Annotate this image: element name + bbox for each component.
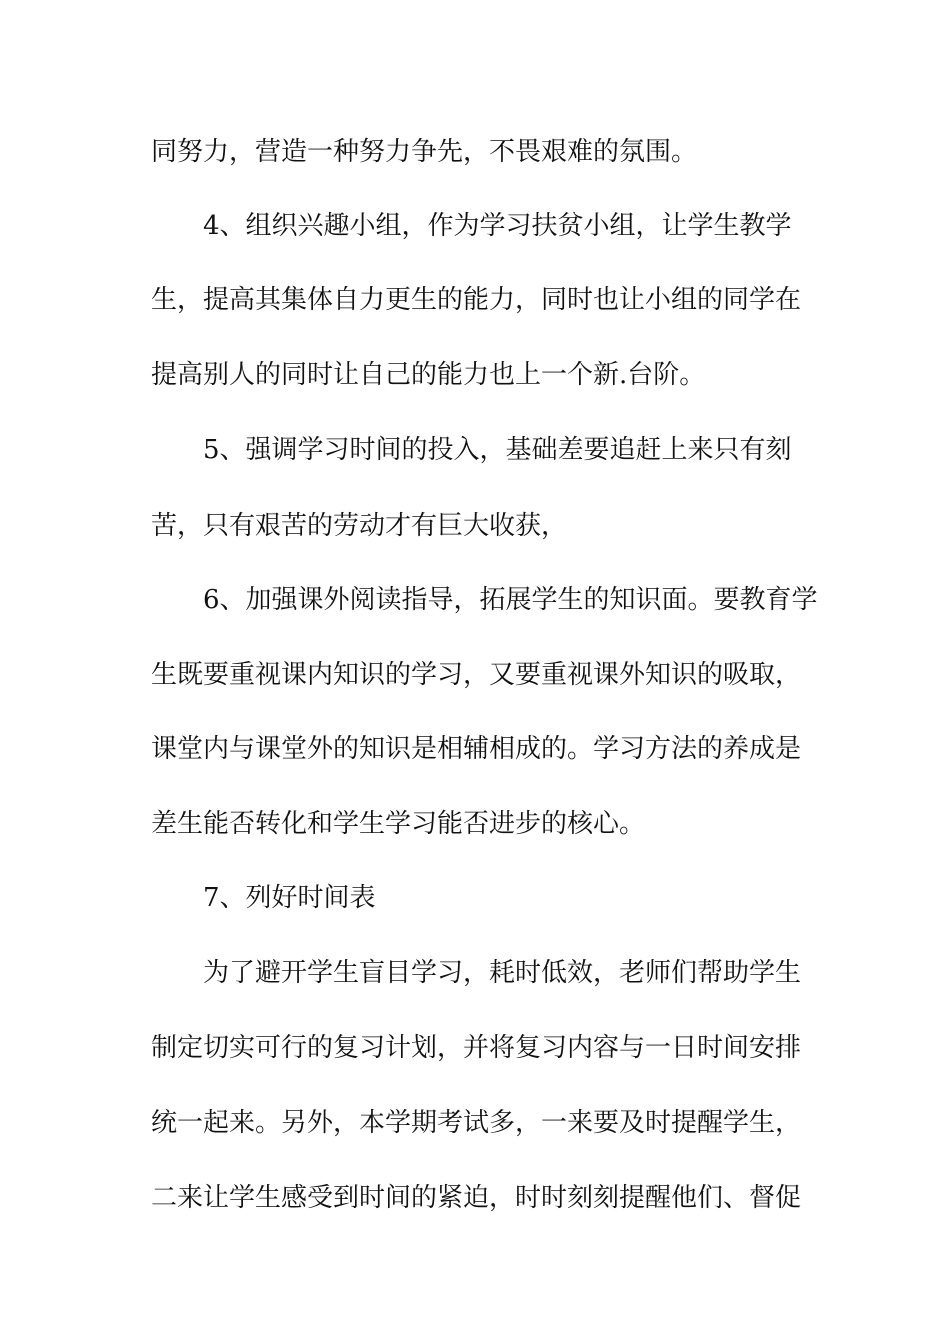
paragraph-line: 差生能否转化和学生学习能否进步的核心。 [151,809,646,839]
paragraph-line: 为了避开学生盲目学习，耗时低效，老师们帮助学生 [203,958,802,988]
paragraph-line: 二来让学生感受到时间的紧迫，时时刻刻提醒他们、督促 [151,1183,802,1213]
paragraph-line: 统一起来。另外，本学期考试多，一来要及时提醒学生， [151,1108,802,1138]
paragraph-line: 制定切实可行的复习计划，并将复习内容与一日时间安排 [151,1033,802,1063]
paragraph-line: 生，提高其集体自力更生的能力，同时也让小组的同学在 [151,285,802,315]
paragraph-line: 4、组织兴趣小组，作为学习扶贫小组，让学生教学 [203,211,792,241]
paragraph-line: 生既要重视课内知识的学习，又要重视课外知识的吸取， [151,660,802,690]
paragraph-line: 6、加强课外阅读指导，拓展学生的知识面。要教育学 [203,585,818,615]
paragraph-line: 苦，只有艰苦的劳动才有巨大收获， [151,511,568,541]
paragraph-line: 提高别人的同时让自己的能力也上一个新.台阶。 [151,360,706,390]
paragraph-line: 7、列好时间表 [203,883,376,913]
paragraph-line: 课堂内与课堂外的知识是相辅相成的。学习方法的养成是 [151,734,802,764]
paragraph-line: 同努力，营造一种努力争先，不畏艰难的氛围。 [151,137,698,167]
paragraph-line: 5、强调学习时间的投入，基础差要追赶上来只有刻 [203,435,792,465]
